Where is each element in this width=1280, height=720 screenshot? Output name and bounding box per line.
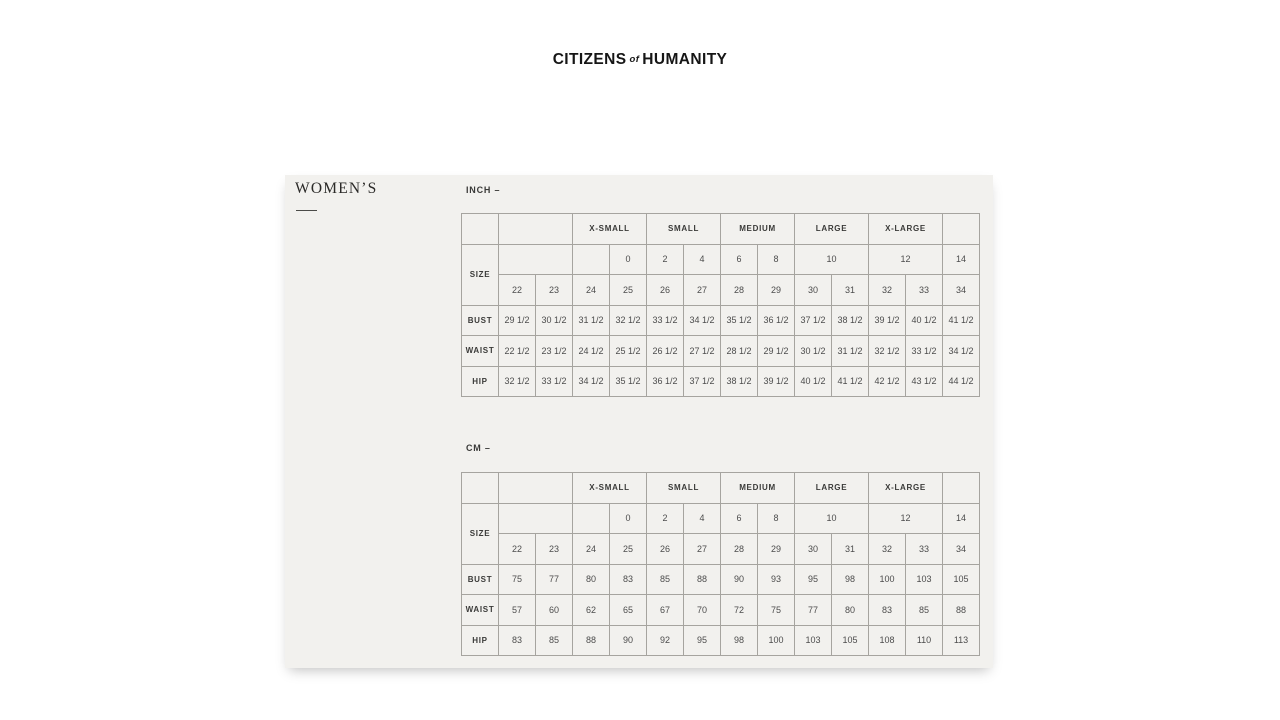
- measurement-value-cell: 77: [536, 564, 573, 595]
- measurement-value-cell: 103: [906, 564, 943, 595]
- empty-header-cell: [499, 244, 573, 275]
- measurement-label-cell: WAIST: [462, 336, 499, 367]
- measurement-value-cell: 62: [573, 595, 610, 626]
- size-group-header-cell: X-SMALL: [573, 214, 647, 245]
- measurement-value-cell: 24 1/2: [573, 336, 610, 367]
- table-row: [462, 595, 980, 626]
- brand-logo-citizens: CITIZENS: [552, 51, 627, 68]
- measurement-value-cell: 85: [647, 564, 684, 595]
- size-group-header-cell: X-SMALL: [573, 473, 647, 504]
- size-group-header-cell: X-LARGE: [869, 214, 943, 245]
- measurement-value-cell: 32 1/2: [499, 366, 536, 397]
- size-row-label-cell: SIZE: [462, 503, 499, 564]
- measurement-value-cell: 103: [795, 625, 832, 656]
- measurement-label-cell: BUST: [462, 305, 499, 336]
- denim-size-cell: 28: [721, 275, 758, 306]
- measurement-value-cell: 33 1/2: [906, 336, 943, 367]
- measurement-value-cell: 75: [758, 595, 795, 626]
- numeric-size-cell: 4: [684, 244, 721, 275]
- measurement-value-cell: 88: [943, 595, 980, 626]
- size-group-header-cell: SMALL: [647, 214, 721, 245]
- measurement-value-cell: 34 1/2: [573, 366, 610, 397]
- section-title: WOMEN’S: [295, 180, 378, 197]
- size-table-cm: [461, 472, 980, 656]
- denim-size-cell: 25: [610, 534, 647, 565]
- measurement-value-cell: 38 1/2: [832, 305, 869, 336]
- measurement-value-cell: 83: [610, 564, 647, 595]
- size-group-header-cell: LARGE: [795, 214, 869, 245]
- measurement-value-cell: 40 1/2: [795, 366, 832, 397]
- measurement-value-cell: 41 1/2: [943, 305, 980, 336]
- measurement-value-cell: 60: [536, 595, 573, 626]
- measurement-value-cell: 92: [647, 625, 684, 656]
- table-row: [462, 564, 980, 595]
- numeric-size-cell: 2: [647, 244, 684, 275]
- measurement-value-cell: 42 1/2: [869, 366, 906, 397]
- denim-size-cell: 22: [499, 275, 536, 306]
- measurement-value-cell: 100: [758, 625, 795, 656]
- denim-size-cell: 30: [795, 275, 832, 306]
- measurement-value-cell: 34 1/2: [684, 305, 721, 336]
- numeric-size-cell: 10: [795, 503, 869, 534]
- brand-logo[interactable]: [553, 51, 728, 69]
- numeric-size-cell: 14: [943, 244, 980, 275]
- measurement-value-cell: 39 1/2: [869, 305, 906, 336]
- measurement-value-cell: 108: [869, 625, 906, 656]
- denim-size-cell: 33: [906, 275, 943, 306]
- denim-size-cell: 29: [758, 275, 795, 306]
- size-row-label-cell: SIZE: [462, 244, 499, 305]
- measurement-value-cell: 43 1/2: [906, 366, 943, 397]
- numeric-size-cell: 10: [795, 244, 869, 275]
- measurement-value-cell: 35 1/2: [610, 366, 647, 397]
- measurement-value-cell: 110: [906, 625, 943, 656]
- measurement-value-cell: 33 1/2: [536, 366, 573, 397]
- denim-size-cell: 34: [943, 275, 980, 306]
- numeric-size-cell: 8: [758, 244, 795, 275]
- measurement-value-cell: 32 1/2: [869, 336, 906, 367]
- measurement-value-cell: 57: [499, 595, 536, 626]
- measurement-label-cell: BUST: [462, 564, 499, 595]
- denim-size-cell: 27: [684, 534, 721, 565]
- measurement-value-cell: 35 1/2: [721, 305, 758, 336]
- size-group-header-cell: SMALL: [647, 473, 721, 504]
- measurement-value-cell: 33 1/2: [647, 305, 684, 336]
- denim-size-cell: 30: [795, 534, 832, 565]
- measurement-value-cell: 31 1/2: [832, 336, 869, 367]
- measurement-value-cell: 23 1/2: [536, 336, 573, 367]
- numeric-size-cell: 4: [684, 503, 721, 534]
- numeric-size-cell: 0: [610, 244, 647, 275]
- measurement-value-cell: 36 1/2: [647, 366, 684, 397]
- denim-size-cell: 22: [499, 534, 536, 565]
- measurement-value-cell: 41 1/2: [832, 366, 869, 397]
- measurement-value-cell: 30 1/2: [795, 336, 832, 367]
- numeric-size-cell: 2: [647, 503, 684, 534]
- size-table-inch: [461, 213, 980, 397]
- size-group-header-cell: MEDIUM: [721, 214, 795, 245]
- measurement-value-cell: 98: [832, 564, 869, 595]
- empty-header-cell: [573, 503, 610, 534]
- table-row: [462, 305, 980, 336]
- measurement-value-cell: 85: [906, 595, 943, 626]
- empty-header-cell: [943, 473, 980, 504]
- measurement-value-cell: 30 1/2: [536, 305, 573, 336]
- measurement-value-cell: 83: [499, 625, 536, 656]
- measurement-value-cell: 70: [684, 595, 721, 626]
- numeric-size-cell: 0: [610, 503, 647, 534]
- empty-header-cell: [499, 473, 573, 504]
- table-row: [462, 366, 980, 397]
- measurement-value-cell: 113: [943, 625, 980, 656]
- measurement-value-cell: 67: [647, 595, 684, 626]
- table-row: [462, 625, 980, 656]
- measurement-value-cell: 98: [721, 625, 758, 656]
- denim-size-cell: 32: [869, 275, 906, 306]
- site-header: [0, 0, 1280, 120]
- denim-size-cell: 24: [573, 275, 610, 306]
- numeric-size-cell: 12: [869, 503, 943, 534]
- empty-header-cell: [499, 214, 573, 245]
- numeric-size-cell: 6: [721, 244, 758, 275]
- brand-logo-of: of: [629, 53, 640, 65]
- empty-header-cell: [499, 503, 573, 534]
- measurement-value-cell: 27 1/2: [684, 336, 721, 367]
- numeric-size-cell: 14: [943, 503, 980, 534]
- measurement-value-cell: 100: [869, 564, 906, 595]
- measurement-value-cell: 65: [610, 595, 647, 626]
- measurement-value-cell: 83: [869, 595, 906, 626]
- measurement-value-cell: 105: [943, 564, 980, 595]
- denim-size-cell: 31: [832, 275, 869, 306]
- unit-label-inch: INCH –: [466, 185, 501, 195]
- numeric-size-cell: 12: [869, 244, 943, 275]
- measurement-value-cell: 22 1/2: [499, 336, 536, 367]
- empty-header-cell: [462, 214, 499, 245]
- measurement-value-cell: 32 1/2: [610, 305, 647, 336]
- measurement-value-cell: 38 1/2: [721, 366, 758, 397]
- size-guide-panel: [285, 175, 993, 668]
- measurement-label-cell: HIP: [462, 625, 499, 656]
- measurement-value-cell: 105: [832, 625, 869, 656]
- measurement-value-cell: 39 1/2: [758, 366, 795, 397]
- numeric-size-cell: 8: [758, 503, 795, 534]
- measurement-value-cell: 80: [832, 595, 869, 626]
- denim-size-cell: 24: [573, 534, 610, 565]
- measurement-value-cell: 25 1/2: [610, 336, 647, 367]
- size-group-header-cell: LARGE: [795, 473, 869, 504]
- measurement-value-cell: 90: [721, 564, 758, 595]
- denim-size-cell: 27: [684, 275, 721, 306]
- measurement-value-cell: 95: [795, 564, 832, 595]
- denim-size-cell: 26: [647, 534, 684, 565]
- measurement-label-cell: HIP: [462, 366, 499, 397]
- measurement-value-cell: 28 1/2: [721, 336, 758, 367]
- empty-header-cell: [462, 473, 499, 504]
- measurement-value-cell: 37 1/2: [684, 366, 721, 397]
- unit-label-cm: CM –: [466, 443, 491, 453]
- denim-size-cell: 23: [536, 275, 573, 306]
- measurement-value-cell: 29 1/2: [499, 305, 536, 336]
- measurement-value-cell: 29 1/2: [758, 336, 795, 367]
- numeric-size-cell: 6: [721, 503, 758, 534]
- measurement-value-cell: 95: [684, 625, 721, 656]
- denim-size-cell: 25: [610, 275, 647, 306]
- size-group-header-cell: X-LARGE: [869, 473, 943, 504]
- size-group-header-cell: MEDIUM: [721, 473, 795, 504]
- measurement-value-cell: 44 1/2: [943, 366, 980, 397]
- table-row: [462, 336, 980, 367]
- denim-size-cell: 34: [943, 534, 980, 565]
- denim-size-cell: 28: [721, 534, 758, 565]
- measurement-value-cell: 34 1/2: [943, 336, 980, 367]
- denim-size-cell: 26: [647, 275, 684, 306]
- measurement-value-cell: 37 1/2: [795, 305, 832, 336]
- measurement-value-cell: 93: [758, 564, 795, 595]
- measurement-value-cell: 85: [536, 625, 573, 656]
- denim-size-cell: 32: [869, 534, 906, 565]
- brand-logo-humanity: HUMANITY: [642, 51, 728, 68]
- denim-size-cell: 33: [906, 534, 943, 565]
- measurement-value-cell: 31 1/2: [573, 305, 610, 336]
- denim-size-cell: 23: [536, 534, 573, 565]
- denim-size-cell: 29: [758, 534, 795, 565]
- measurement-value-cell: 40 1/2: [906, 305, 943, 336]
- measurement-value-cell: 77: [795, 595, 832, 626]
- measurement-value-cell: 75: [499, 564, 536, 595]
- heading-underline: [296, 210, 317, 211]
- measurement-value-cell: 26 1/2: [647, 336, 684, 367]
- measurement-value-cell: 90: [610, 625, 647, 656]
- measurement-value-cell: 72: [721, 595, 758, 626]
- measurement-label-cell: WAIST: [462, 595, 499, 626]
- measurement-value-cell: 80: [573, 564, 610, 595]
- measurement-value-cell: 36 1/2: [758, 305, 795, 336]
- denim-size-cell: 31: [832, 534, 869, 565]
- measurement-value-cell: 88: [684, 564, 721, 595]
- empty-header-cell: [943, 214, 980, 245]
- empty-header-cell: [573, 244, 610, 275]
- measurement-value-cell: 88: [573, 625, 610, 656]
